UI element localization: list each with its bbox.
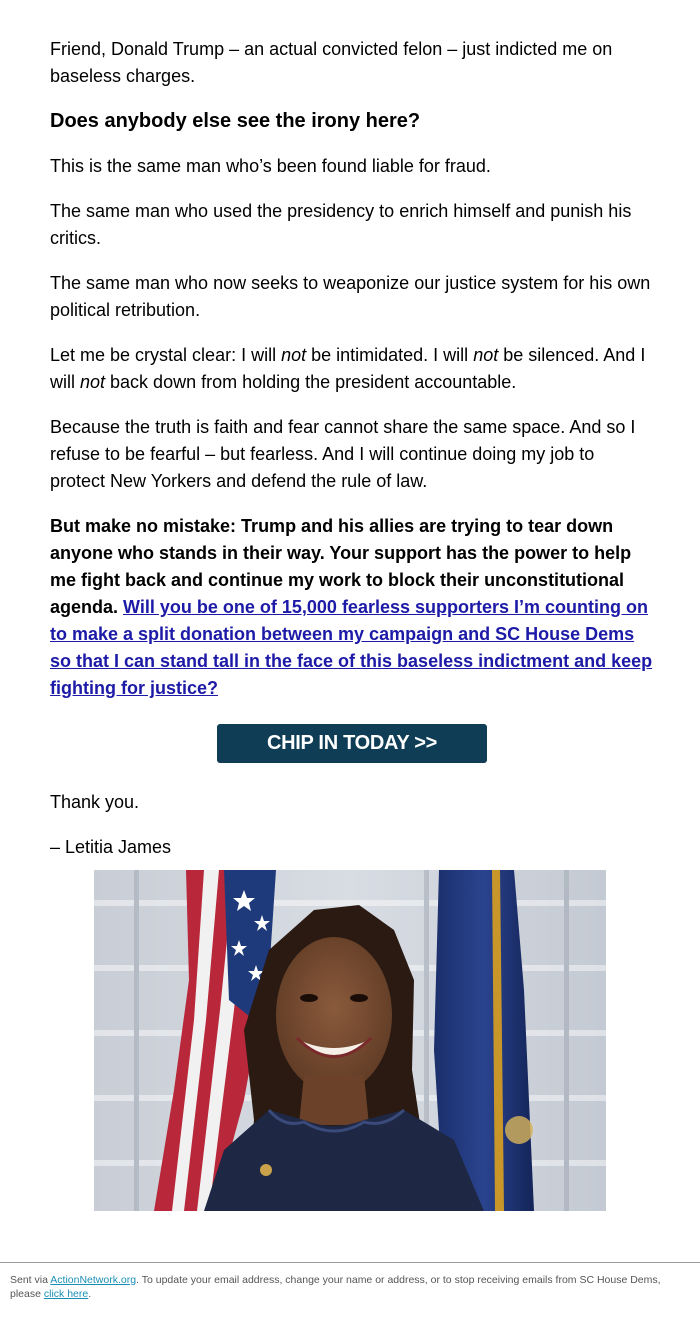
footer-middle: . To update your email address, change your name or address, or to stop receiving emails from SC House Dems, please	[10, 1274, 661, 1300]
not-emphasis-2: not	[473, 345, 499, 365]
appeal-paragraph	[50, 513, 654, 702]
crystal-text-b: be intimidated. I will	[306, 345, 474, 365]
crystal-clear-paragraph	[50, 342, 654, 396]
presidency-paragraph: The same man who used the presidency to enrich himself and punish his critics.	[50, 201, 632, 248]
not-emphasis-1: not	[281, 345, 307, 365]
intro-paragraph: Friend, Donald Trump – an actual convicted felon – just indicted me on baseless charges.	[50, 39, 613, 86]
not-emphasis-3: not	[80, 372, 106, 392]
footer-prefix: Sent via	[10, 1274, 51, 1286]
weaponize-paragraph: The same man who now seeks to weaponize our justice system for his own political retribution.	[50, 273, 651, 320]
unsubscribe-link[interactable]: click here	[43, 1288, 89, 1300]
irony-heading: Does anybody else see the irony here?	[50, 110, 421, 132]
email-body	[50, 36, 654, 879]
crystal-text-d: back down from holding the president accountable.	[105, 372, 517, 392]
email-footer	[0, 1262, 700, 1301]
footer-suffix: .	[88, 1288, 92, 1300]
actionnetwork-link[interactable]: ActionNetwork.org	[50, 1274, 137, 1286]
letitia-james-photo	[94, 870, 606, 1211]
chip-in-button[interactable]: CHIP IN TODAY >>	[217, 724, 487, 763]
faith-fear-paragraph: Because the truth is faith and fear cannot share the same space. And so I refuse to be fearful – but fearless. And I will continue doing my job to protect New Yorkers and defend the rule of law.	[50, 417, 636, 491]
donation-ask-link[interactable]: Will you be one of 15,000 fearless supporters I’m counting on to make a split donation between my campaign and SC House Dems so that I can stand tall in the face of this baseless indictment and keep fighting for justice?	[50, 597, 653, 698]
fraud-paragraph: This is the same man who’s been found liable for fraud.	[50, 156, 491, 176]
appeal-bold-text: But make no mistake: Trump and his allies are trying to tear down anyone who stands in their way. Your support has the power to help me fight back and continue my work to block their unconstitutional agenda.	[50, 516, 632, 617]
signature: – Letitia James	[50, 837, 172, 857]
crystal-text-a: Let me be crystal clear: I will	[50, 345, 282, 365]
crystal-text-c: be silenced. And I will	[50, 345, 646, 392]
thank-you-text: Thank you.	[50, 792, 140, 812]
button-container	[50, 724, 654, 763]
